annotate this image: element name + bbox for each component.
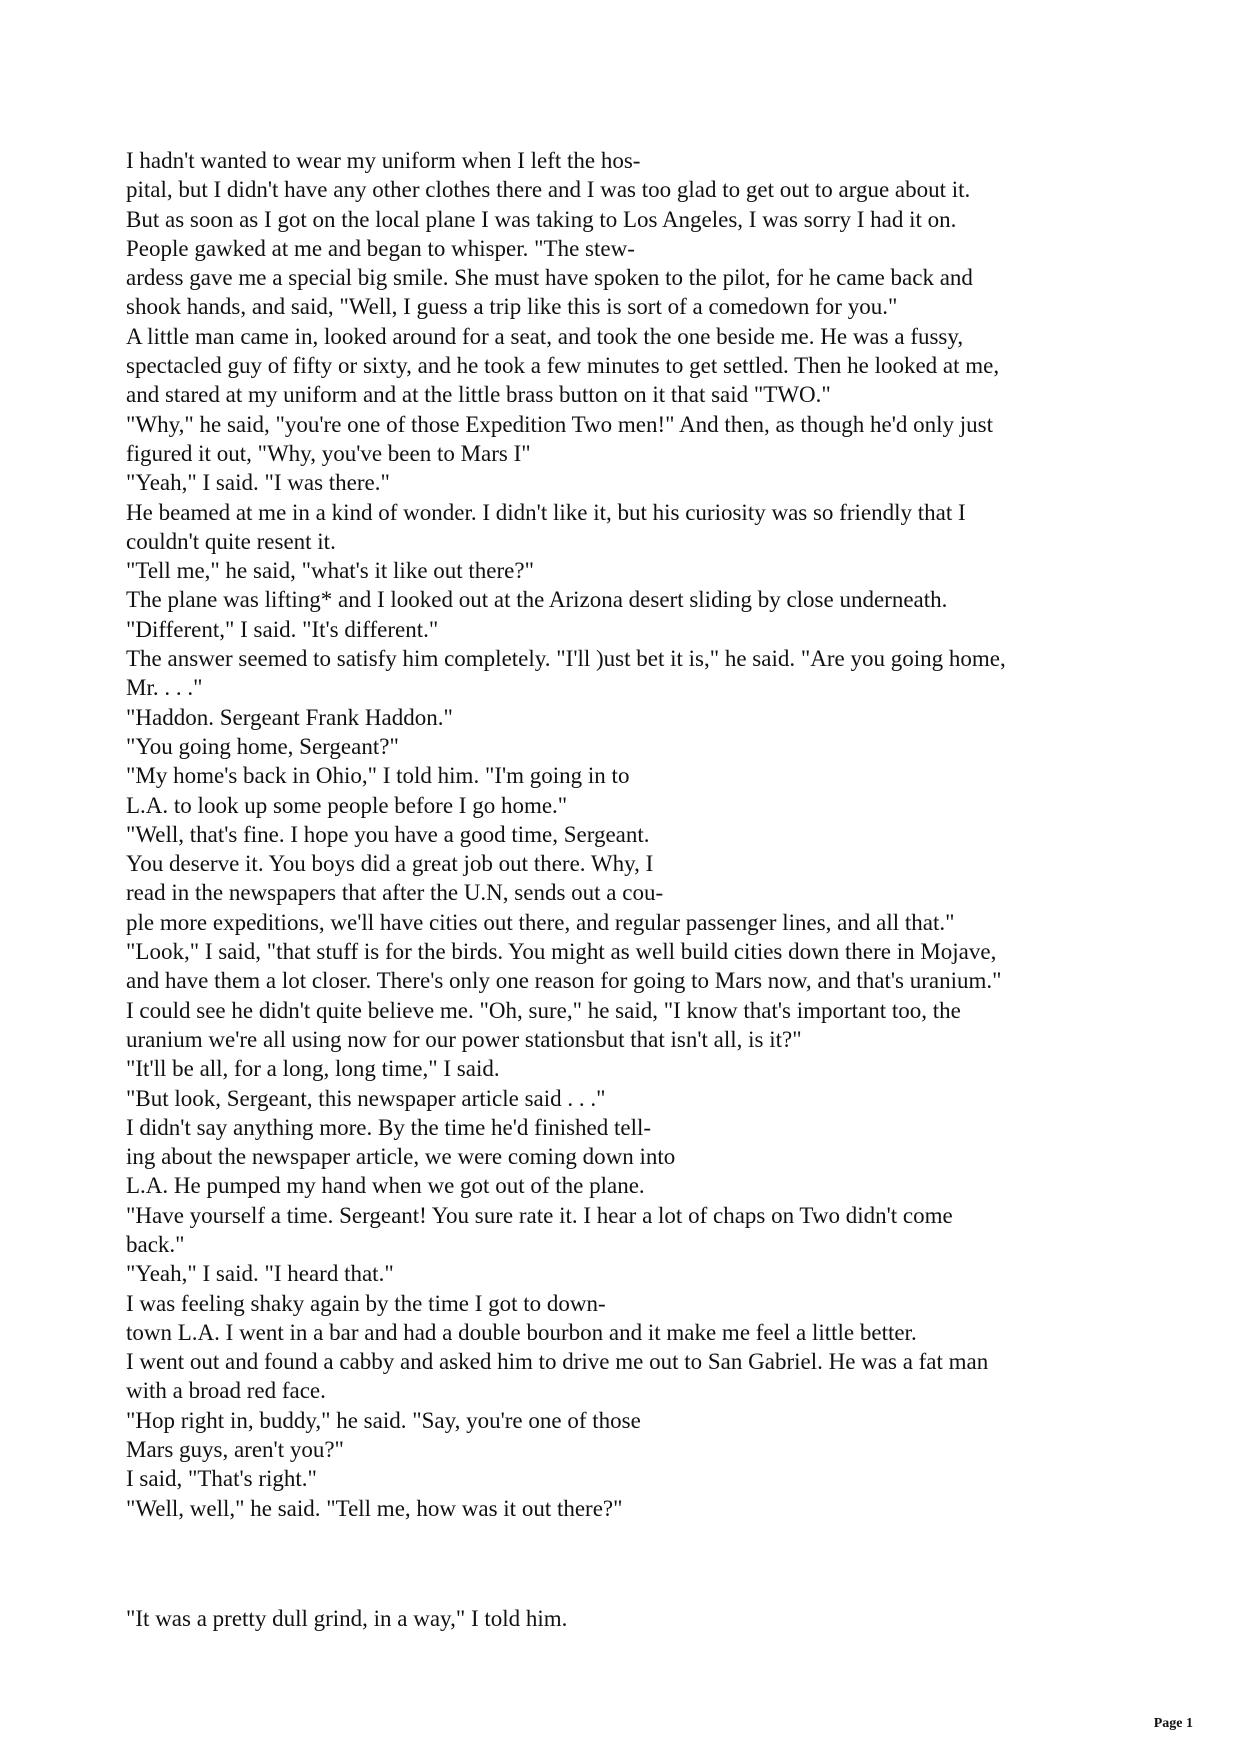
text-line: The plane was lifting* and I looked out at the Arizona desert sliding by close underneath. xyxy=(126,587,948,613)
text-line: and stared at my uniform and at the little brass button on it that said "TWO." xyxy=(126,382,831,408)
text-line: "It'll be all, for a long, long time," I said. xyxy=(126,1056,500,1082)
text-line: L.A. to look up some people before I go home." xyxy=(126,792,568,818)
text-line: But as soon as I got on the local plane I was taking to Los Angeles, I was sorry I had it on. xyxy=(126,206,957,232)
closing-line: "It was a pretty dull grind, in a way," I told him. xyxy=(126,1606,568,1631)
text-line: "Well, that's fine. I hope you have a good time, Sergeant. xyxy=(126,821,650,847)
text-line: "Haddon. Sergeant Frank Haddon." xyxy=(126,704,453,730)
text-line: The answer seemed to satisfy him completely. "I'll )ust bet it is," he said. "Are you going home, xyxy=(126,646,1006,672)
text-line: I didn't say anything more. By the time he'd finished tell- xyxy=(126,1114,652,1140)
text-line: "Hop right in, buddy," he said. "Say, you're one of those xyxy=(126,1407,641,1433)
text-line: A little man came in, looked around for a seat, and took the one beside me. He was a fussy, xyxy=(126,323,964,349)
text-line: I hadn't wanted to wear my uniform when I left the hos- xyxy=(126,148,641,173)
text-line: "Yeah," I said. "I heard that." xyxy=(126,1261,394,1287)
text-line: He beamed at me in a kind of wonder. I didn't like it, but his curiosity was so friendly that I xyxy=(126,499,966,525)
text-line: "Well, well," he said. "Tell me, how was it out there?" xyxy=(126,1495,623,1521)
text-line: "Tell me," he said, "what's it like out there?" xyxy=(126,558,534,584)
text-line: read in the newspapers that after the U.N, sends out a cou- xyxy=(126,880,664,906)
text-line: I was feeling shaky again by the time I got to down- xyxy=(126,1290,606,1316)
text-line: People gawked at me and began to whisper. "The stew- xyxy=(126,235,635,261)
text-line: "My home's back in Ohio," I told him. "I'm going in to xyxy=(126,763,630,789)
text-line: "But look, Sergeant, this newspaper article said . . ." xyxy=(126,1085,606,1111)
page-number: Page 1 xyxy=(1153,1716,1193,1731)
text-line: couldn't quite resent it. xyxy=(126,528,336,554)
text-line: figured it out, "Why, you've been to Mars I" xyxy=(126,440,531,466)
text-line: town L.A. I went in a bar and had a double bourbon and it make me feel a little better. xyxy=(126,1319,917,1345)
text-line: spectacled guy of fifty or sixty, and he took a few minutes to get settled. Then he looked at me, xyxy=(126,353,1000,379)
text-line: "Have yourself a time. Sergeant! You sure rate it. I hear a lot of chaps on Two didn't come xyxy=(126,1202,953,1228)
body-text xyxy=(126,146,1126,1523)
text-line: and have them a lot closer. There's only one reason for going to Mars now, and that's uranium." xyxy=(126,968,1002,994)
text-line: I went out and found a cabby and asked him to drive me out to San Gabriel. He was a fat man xyxy=(126,1349,989,1375)
text-line: "Look," I said, "that stuff is for the birds. You might as well build cities down there in Mojave, xyxy=(126,939,997,965)
text-line: "Yeah," I said. "I was there." xyxy=(126,470,390,496)
text-line: Mars guys, aren't you?" xyxy=(126,1437,344,1463)
text-line: "Why," he said, "you're one of those Expedition Two men!" And then, as though he'd only just xyxy=(126,411,993,437)
text-line: "Different," I said. "It's different." xyxy=(126,616,439,642)
text-line: I could see he didn't quite believe me. "Oh, sure," he said, "I know that's important too, the xyxy=(126,997,961,1023)
text-line: with a broad red face. xyxy=(126,1378,326,1404)
text-line: ardess gave me a special big smile. She must have spoken to the pilot, for he came back and xyxy=(126,265,973,291)
text-line: "You going home, Sergeant?" xyxy=(126,733,399,759)
text-line: pital, but I didn't have any other clothes there and I was too glad to get out to argue about it. xyxy=(126,177,971,203)
text-line: uranium we're all using now for our power stationsbut that isn't all, is it?" xyxy=(126,1026,802,1052)
text-line: ple more expeditions, we'll have cities out there, and regular passenger lines, and all that." xyxy=(126,909,955,935)
text-line: ing about the newspaper article, we were coming down into xyxy=(126,1144,676,1170)
text-line: L.A. He pumped my hand when we got out of the plane. xyxy=(126,1173,645,1199)
text-line: back." xyxy=(126,1231,185,1257)
text-line: shook hands, and said, "Well, I guess a trip like this is sort of a comedown for you." xyxy=(126,294,898,320)
text-line: You deserve it. You boys did a great job out there. Why, I xyxy=(126,851,654,877)
text-line: I said, "That's right." xyxy=(126,1466,317,1492)
text-line: Mr. . . ." xyxy=(126,675,203,701)
